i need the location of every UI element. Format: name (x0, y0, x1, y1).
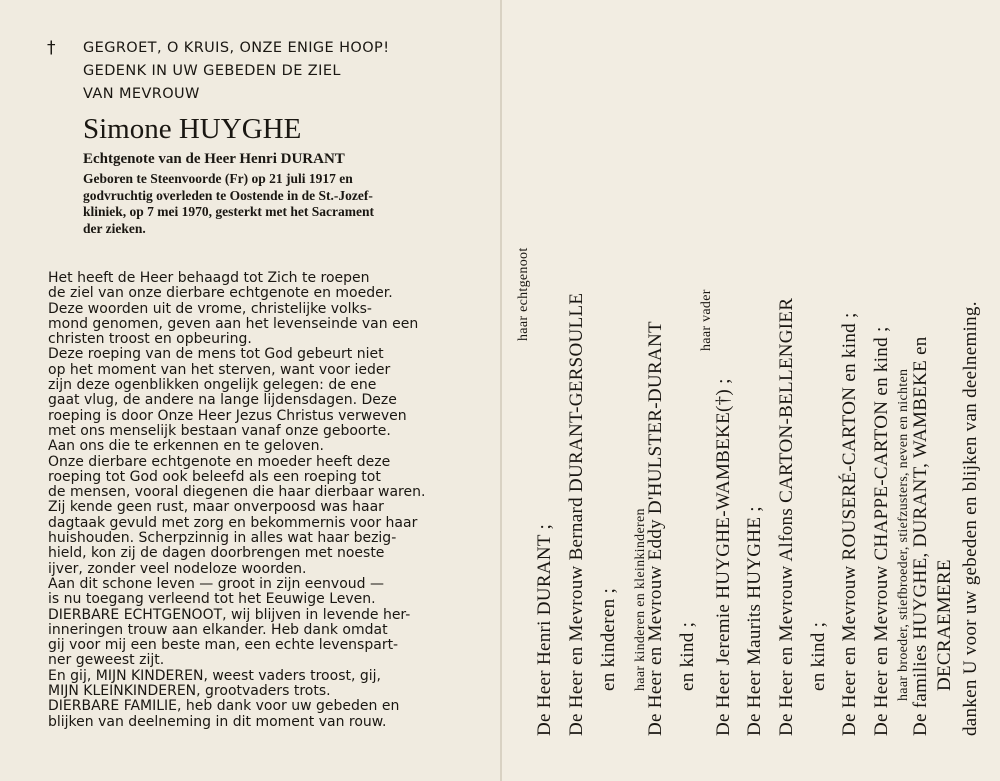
body-line: de mensen, vooral diegenen die haar dierbaar waren. (48, 484, 426, 501)
bio-line: der zieken. (83, 220, 146, 236)
family-line: De Heer Jeremie HUYGHE-WAMBEKE(†) ; (713, 378, 734, 736)
body-line: christen troost en opbeuring. (48, 331, 252, 348)
body-line: roeping tot God ook beleefd als een roeping tot (48, 468, 381, 485)
relation-label: haar echtgenoot (516, 247, 531, 341)
body-line: Zij kende geen rust, maar onverpoosd was haar (48, 499, 384, 516)
body-line: ner geweest zijt. (48, 652, 165, 669)
family-list (502, 0, 1000, 781)
body-line: zijn deze ogenblikken ongelijk gelegen: de ene (48, 377, 377, 394)
body-line: mond genomen, geven aan het levenseinde van een (48, 315, 419, 332)
body-line: Aan ons die te erkennen en te geloven. (48, 438, 324, 455)
body-line: huishouden. Scherpzinnig in alles wat haar bezig- (48, 530, 397, 547)
relation-label: haar kinderen en kleinkinderen (633, 508, 648, 691)
body-line: dagtaak gevuld met zorg en bekommernis voor haar (48, 514, 418, 531)
biography (83, 171, 453, 237)
relation-label: haar vader (699, 289, 714, 351)
body-line: Deze woorden uit de vrome, christelijke volks- (48, 300, 372, 317)
body-line: Aan dit schone leven — groot in zijn eenvoud — (48, 575, 384, 592)
body-line: op het moment van het sterven, want voor ieder (48, 361, 391, 378)
bio-line: Geboren te Steenvoorde (Fr) op 21 juli 1917 en (83, 171, 353, 186)
cross-symbol: † (47, 38, 56, 58)
body-line: Het heeft de Heer behaagd tot Zich te roepen (48, 270, 370, 286)
bio-line: kliniek, op 7 mei 1970, gesterkt met het Sacrament (83, 204, 374, 219)
family-line: en kind ; (808, 621, 829, 691)
deceased-name: Simone HUYGHE (83, 113, 302, 145)
body-line: ijver, zonder veel nodeloze woorden. (48, 560, 307, 577)
family-line: danken U voor uw gebeden en blijken van deelneming. (960, 301, 981, 736)
body-line: roeping is door Onze Heer Jezus Christus verweven (48, 407, 407, 424)
body-line: DIERBARE FAMILIE, heb dank voor uw gebeden en (48, 698, 400, 715)
bio-line: godvruchtig overleden te Oostende in de St.-Jozef- (83, 187, 373, 203)
body-line: is nu toegang verleend tot het Eeuwige Leven. (48, 591, 376, 608)
body-line: blijken van deelneming in dit moment van rouw. (48, 713, 387, 730)
body-line: inneringen trouw aan elkander. Heb dank omdat (48, 621, 388, 638)
body-line: MIJN KLEINKINDEREN, grootvaders trots. (48, 683, 331, 700)
family-line: De Heer en Mevrouw Alfons CARTON-BELLENGIER (776, 297, 797, 736)
body-line: En gij, MIJN KINDEREN, weest vaders troost, gij, (48, 667, 381, 684)
body-line: DIERBARE ECHTGENOOT, wij blijven in levende her- (48, 606, 411, 623)
header-line-1: GEGROET, O KRUIS, ONZE ENIGE HOOP! (83, 40, 390, 56)
family-line: De Heer Maurits HUYGHE ; (744, 506, 765, 736)
body-line: gij voor mij een beste man, een echte levenspart- (48, 637, 399, 654)
header-line-2: GEDENK IN UW GEBEDEN DE ZIEL (83, 63, 341, 79)
family-line: en kind ; (677, 621, 698, 691)
spouse-line: Echtgenote van de Heer Henri DURANT (83, 151, 345, 167)
body-line: Onze dierbare echtgenote en moeder heeft deze (48, 453, 391, 470)
family-line: De Heer Henri DURANT ; (534, 523, 555, 736)
memorial-text (48, 271, 478, 730)
body-line: Deze roeping van de mens tot God gebeurt niet (48, 346, 384, 363)
relation-label: haar broeder, stiefbroeder, stiefzusters, neven en nichten (896, 368, 911, 701)
body-line: hield, kon zij de dagen doorbrengen met noeste (48, 545, 385, 562)
family-line: De families HUYGHE, DURANT, WAMBEKE en (910, 336, 931, 736)
family-line: en kinderen ; (598, 587, 619, 691)
body-line: gaat vlug, de andere na lange lijdensdagen. Deze (48, 392, 397, 409)
family-line: De Heer en Mevrouw CHAPPE-CARTON en kind ; (871, 326, 892, 736)
family-line: De Heer en Mevrouw ROUSERÉ-CARTON en kind ; (839, 312, 860, 736)
family-line: De Heer en Mevrouw Eddy D'HULSTER-DURANT (645, 321, 666, 736)
body-line: met ons menselijk bestaan vanaf onze geboorte. (48, 422, 391, 439)
header-line-3: VAN MEVROUW (83, 86, 200, 102)
body-line: de ziel van onze dierbare echtgenote en moeder. (48, 285, 393, 302)
family-line: De Heer en Mevrouw Bernard DURANT-GERSOULLE (566, 292, 587, 736)
family-line: DECRAEMERE (934, 559, 955, 691)
right-page (502, 0, 1000, 781)
